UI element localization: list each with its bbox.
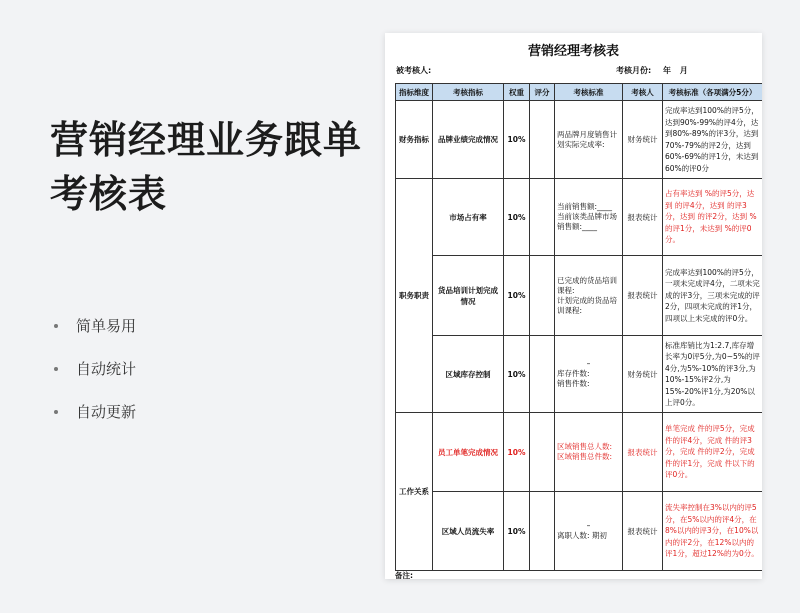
standard-cell: 两品牌月度销售计划实际完成率: xyxy=(555,101,623,179)
weight-cell: 10% xyxy=(504,492,530,571)
score-cell[interactable] xyxy=(530,101,555,179)
indicator-cell: 品牌业绩完成情况 xyxy=(433,101,504,179)
standard-text: 库存件数: 销售件数: xyxy=(557,369,590,388)
criteria-cell: 流失率控制在3%以内的评5分，在5%以内的评4分，在8%以内的评3分，在10%以内的评2分，在12%以内的评1分，超过12%的为0分。 xyxy=(663,492,763,571)
criteria-cell: 单笔完成 件的评5分，完成 件的评4分，完成 件的评3分，完成 件的评2分，完成 件的评1分，完成 件以下的评0分。 xyxy=(663,413,763,492)
assessment-table xyxy=(395,83,762,571)
standard-dash: – xyxy=(586,521,591,530)
table-row xyxy=(396,413,763,492)
header-score: 评分 xyxy=(530,84,555,101)
month-label: 考核月份: xyxy=(616,66,652,75)
year-month: 年 月 xyxy=(663,66,691,75)
assessee-label: 被考核人: xyxy=(396,66,432,75)
standard-cell xyxy=(555,492,623,571)
assessor-cell: 报表统计 xyxy=(623,492,663,571)
standard-cell: 区域销售总人数: 区域销售总件数: xyxy=(555,413,623,492)
assessor-cell: 报表统计 xyxy=(623,179,663,256)
assessor-cell: 报表统计 xyxy=(623,256,663,336)
header-standard: 考核标准 xyxy=(555,84,623,101)
weight-cell: 10% xyxy=(504,336,530,413)
feature-item-auto-stats: 自动统计 xyxy=(52,355,136,398)
feature-item-easy: 简单易用 xyxy=(52,312,136,355)
weight-cell: 10% xyxy=(504,179,530,256)
indicator-cell: 市场占有率 xyxy=(433,179,504,256)
weight-cell: 10% xyxy=(504,256,530,336)
standard-cell: 已完成的货品培训课程: 计划完成的货品培训课程: xyxy=(555,256,623,336)
header-weight: 权重 xyxy=(504,84,530,101)
document-preview xyxy=(385,33,762,579)
score-cell[interactable] xyxy=(530,179,555,256)
standard-dash: – xyxy=(586,359,591,368)
header-indicator: 考核指标 xyxy=(433,84,504,101)
criteria-cell: 占有率达到 %的评5分，达到 的评4分，达到 的评3分，达到 的评2分，达到 %的评1分，未达到 %的评0分。 xyxy=(663,179,763,256)
table-row xyxy=(396,179,763,256)
score-cell[interactable] xyxy=(530,336,555,413)
header-dimension: 指标维度 xyxy=(396,84,433,101)
standard-text: 离职人数: 期初 xyxy=(557,531,607,540)
table-header-row xyxy=(396,84,763,101)
header-criteria: 考核标准（各项满分5分） xyxy=(663,84,763,101)
criteria-cell: 标准库销比为1:2.7,库存增长率为0评5分,为0~5%的评4分,为5%-10%的评3分,为10%-15%评2分,为15%-20%评1分,为20%以上评0分。 xyxy=(663,336,763,413)
standard-cell: 当前销售额:____ 当前该类品牌市场销售额:____ xyxy=(555,179,623,256)
dimension-cell: 财务指标 xyxy=(396,101,433,179)
dimension-cell: 职务职责 xyxy=(396,179,433,413)
score-cell[interactable] xyxy=(530,413,555,492)
score-cell[interactable] xyxy=(530,256,555,336)
dimension-cell: 工作关系 xyxy=(396,413,433,571)
weight-cell: 10% xyxy=(504,413,530,492)
assessor-cell: 报表统计 xyxy=(623,413,663,492)
weight-cell: 10% xyxy=(504,101,530,179)
table-row xyxy=(396,256,763,336)
criteria-cell: 完成率达到100%的评5分，一项未完成评4分，二项未完成的评3分，三项未完成的评2分，四项未完成的评1分，四项以上未完成的评0分。 xyxy=(663,256,763,336)
table-row xyxy=(396,336,763,413)
assessor-cell: 财务统计 xyxy=(623,336,663,413)
document-meta xyxy=(385,63,762,77)
document-title: 营销经理考核表 xyxy=(527,44,619,59)
page-headline: 营销经理业务跟单考核表 xyxy=(50,118,363,216)
indicator-cell: 员工单笔完成情况 xyxy=(433,413,504,492)
table-row xyxy=(396,492,763,571)
feature-list xyxy=(52,312,136,441)
remarks-label: 备注: xyxy=(395,571,413,579)
indicator-cell: 区域库存控制 xyxy=(433,336,504,413)
table-row xyxy=(396,101,763,179)
indicator-cell: 货品培训计划完成情况 xyxy=(433,256,504,336)
indicator-cell: 区域人员流失率 xyxy=(433,492,504,571)
standard-cell xyxy=(555,336,623,413)
score-cell[interactable] xyxy=(530,492,555,571)
criteria-cell: 完成率达到100%的评5分，达到90%-99%的评4分，达到80%-89%的评3分，达到70%-79%的评2分，达到60%-69%的评1分，未达到60%的评0分 xyxy=(663,101,763,179)
assessor-cell: 财务统计 xyxy=(623,101,663,179)
header-assessor: 考核人 xyxy=(623,84,663,101)
feature-item-auto-update: 自动更新 xyxy=(52,398,136,441)
